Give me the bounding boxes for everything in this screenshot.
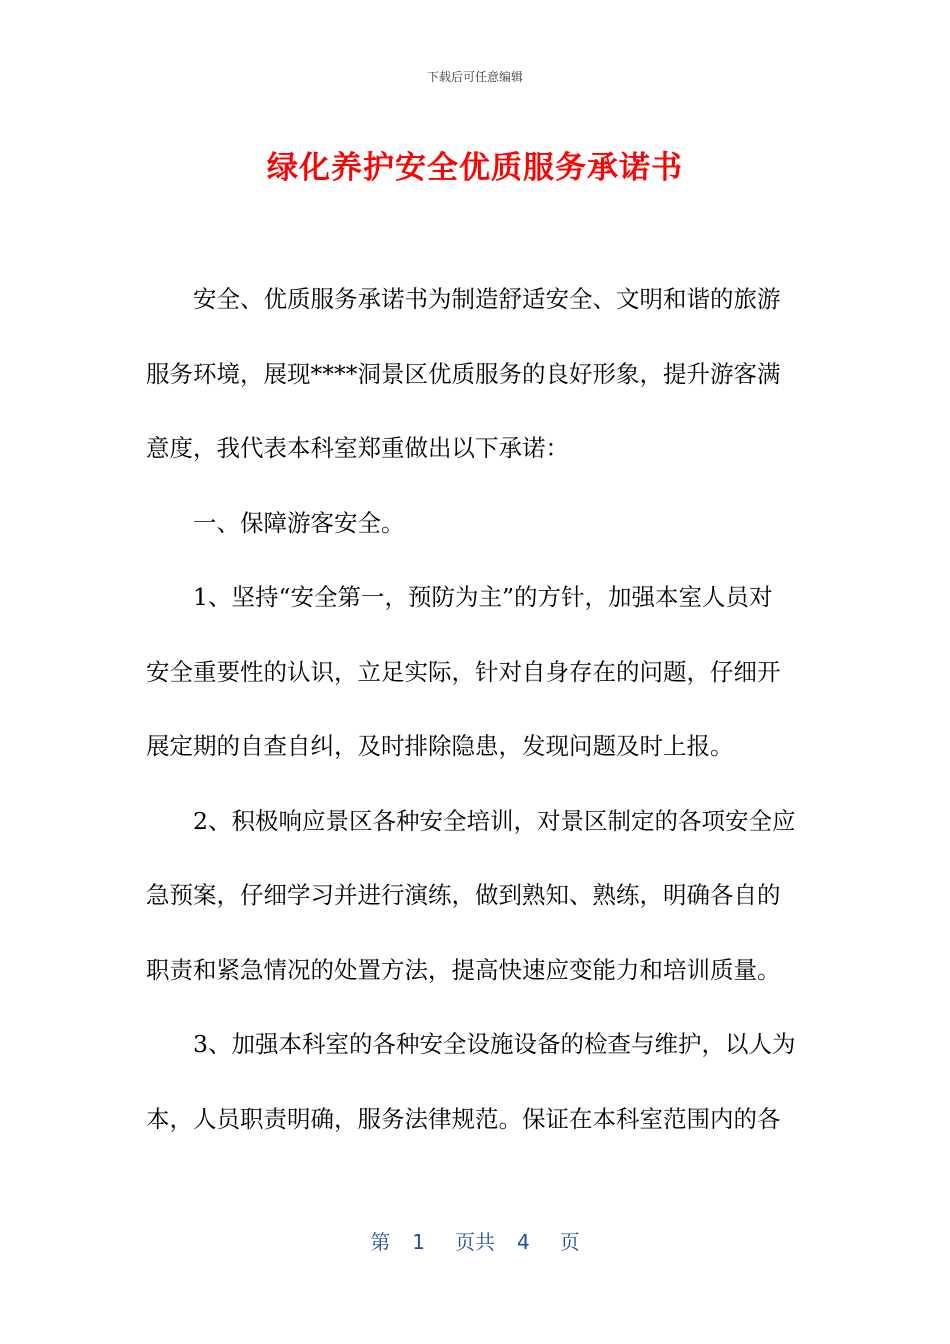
paragraph-line: 服务环境，展现****洞景区优质服务的良好形象，提升游客满: [146, 359, 781, 388]
paragraph-line: 展定期的自查自纠，及时排除隐患，发现问题及时上报。: [146, 732, 734, 760]
page-footer: [0, 1226, 950, 1255]
section-heading: 一、保障游客安全。: [193, 508, 405, 537]
paragraph-line: 本，人员职责明确，服务法律规范。保证在本科室范围内的各: [146, 1104, 781, 1133]
paragraph-line: 职责和紧急情况的处置方法，提高快速应变能力和培训质量。: [146, 955, 781, 984]
paragraph-line: 意度，我代表本科室郑重做出以下承诺：: [146, 434, 569, 462]
page-label-suffix: 页: [559, 1230, 580, 1254]
paragraph-line: 急预案，仔细学习并进行演练，做到熟知、熟练，明确各自的: [146, 881, 781, 909]
paragraph-line: 1、坚持“安全第一，预防为主”的方针，加强本室人员对: [193, 583, 773, 611]
page-label-prefix: 第: [370, 1230, 391, 1254]
paragraph-line: 3、加强本科室的各种安全设施设备的检查与维护，以人为: [193, 1030, 796, 1058]
paragraph-line: 安全重要性的认识，立足实际，针对自身存在的问题，仔细开: [146, 657, 781, 686]
document-body: [146, 262, 806, 1156]
paragraph-line: 安全、优质服务承诺书为制造舒适安全、文明和谐的旅游: [193, 285, 781, 313]
paragraph-line: 2、积极响应景区各种安全培训，对景区制定的各项安全应: [193, 806, 796, 835]
document-title: 绿化养护安全优质服务承诺书: [267, 150, 683, 186]
page-label-middle: 页共: [455, 1230, 495, 1254]
header-note: 下载后可任意编辑: [426, 70, 523, 84]
page-total: 4: [517, 1230, 530, 1254]
page-number: 1: [412, 1230, 425, 1254]
